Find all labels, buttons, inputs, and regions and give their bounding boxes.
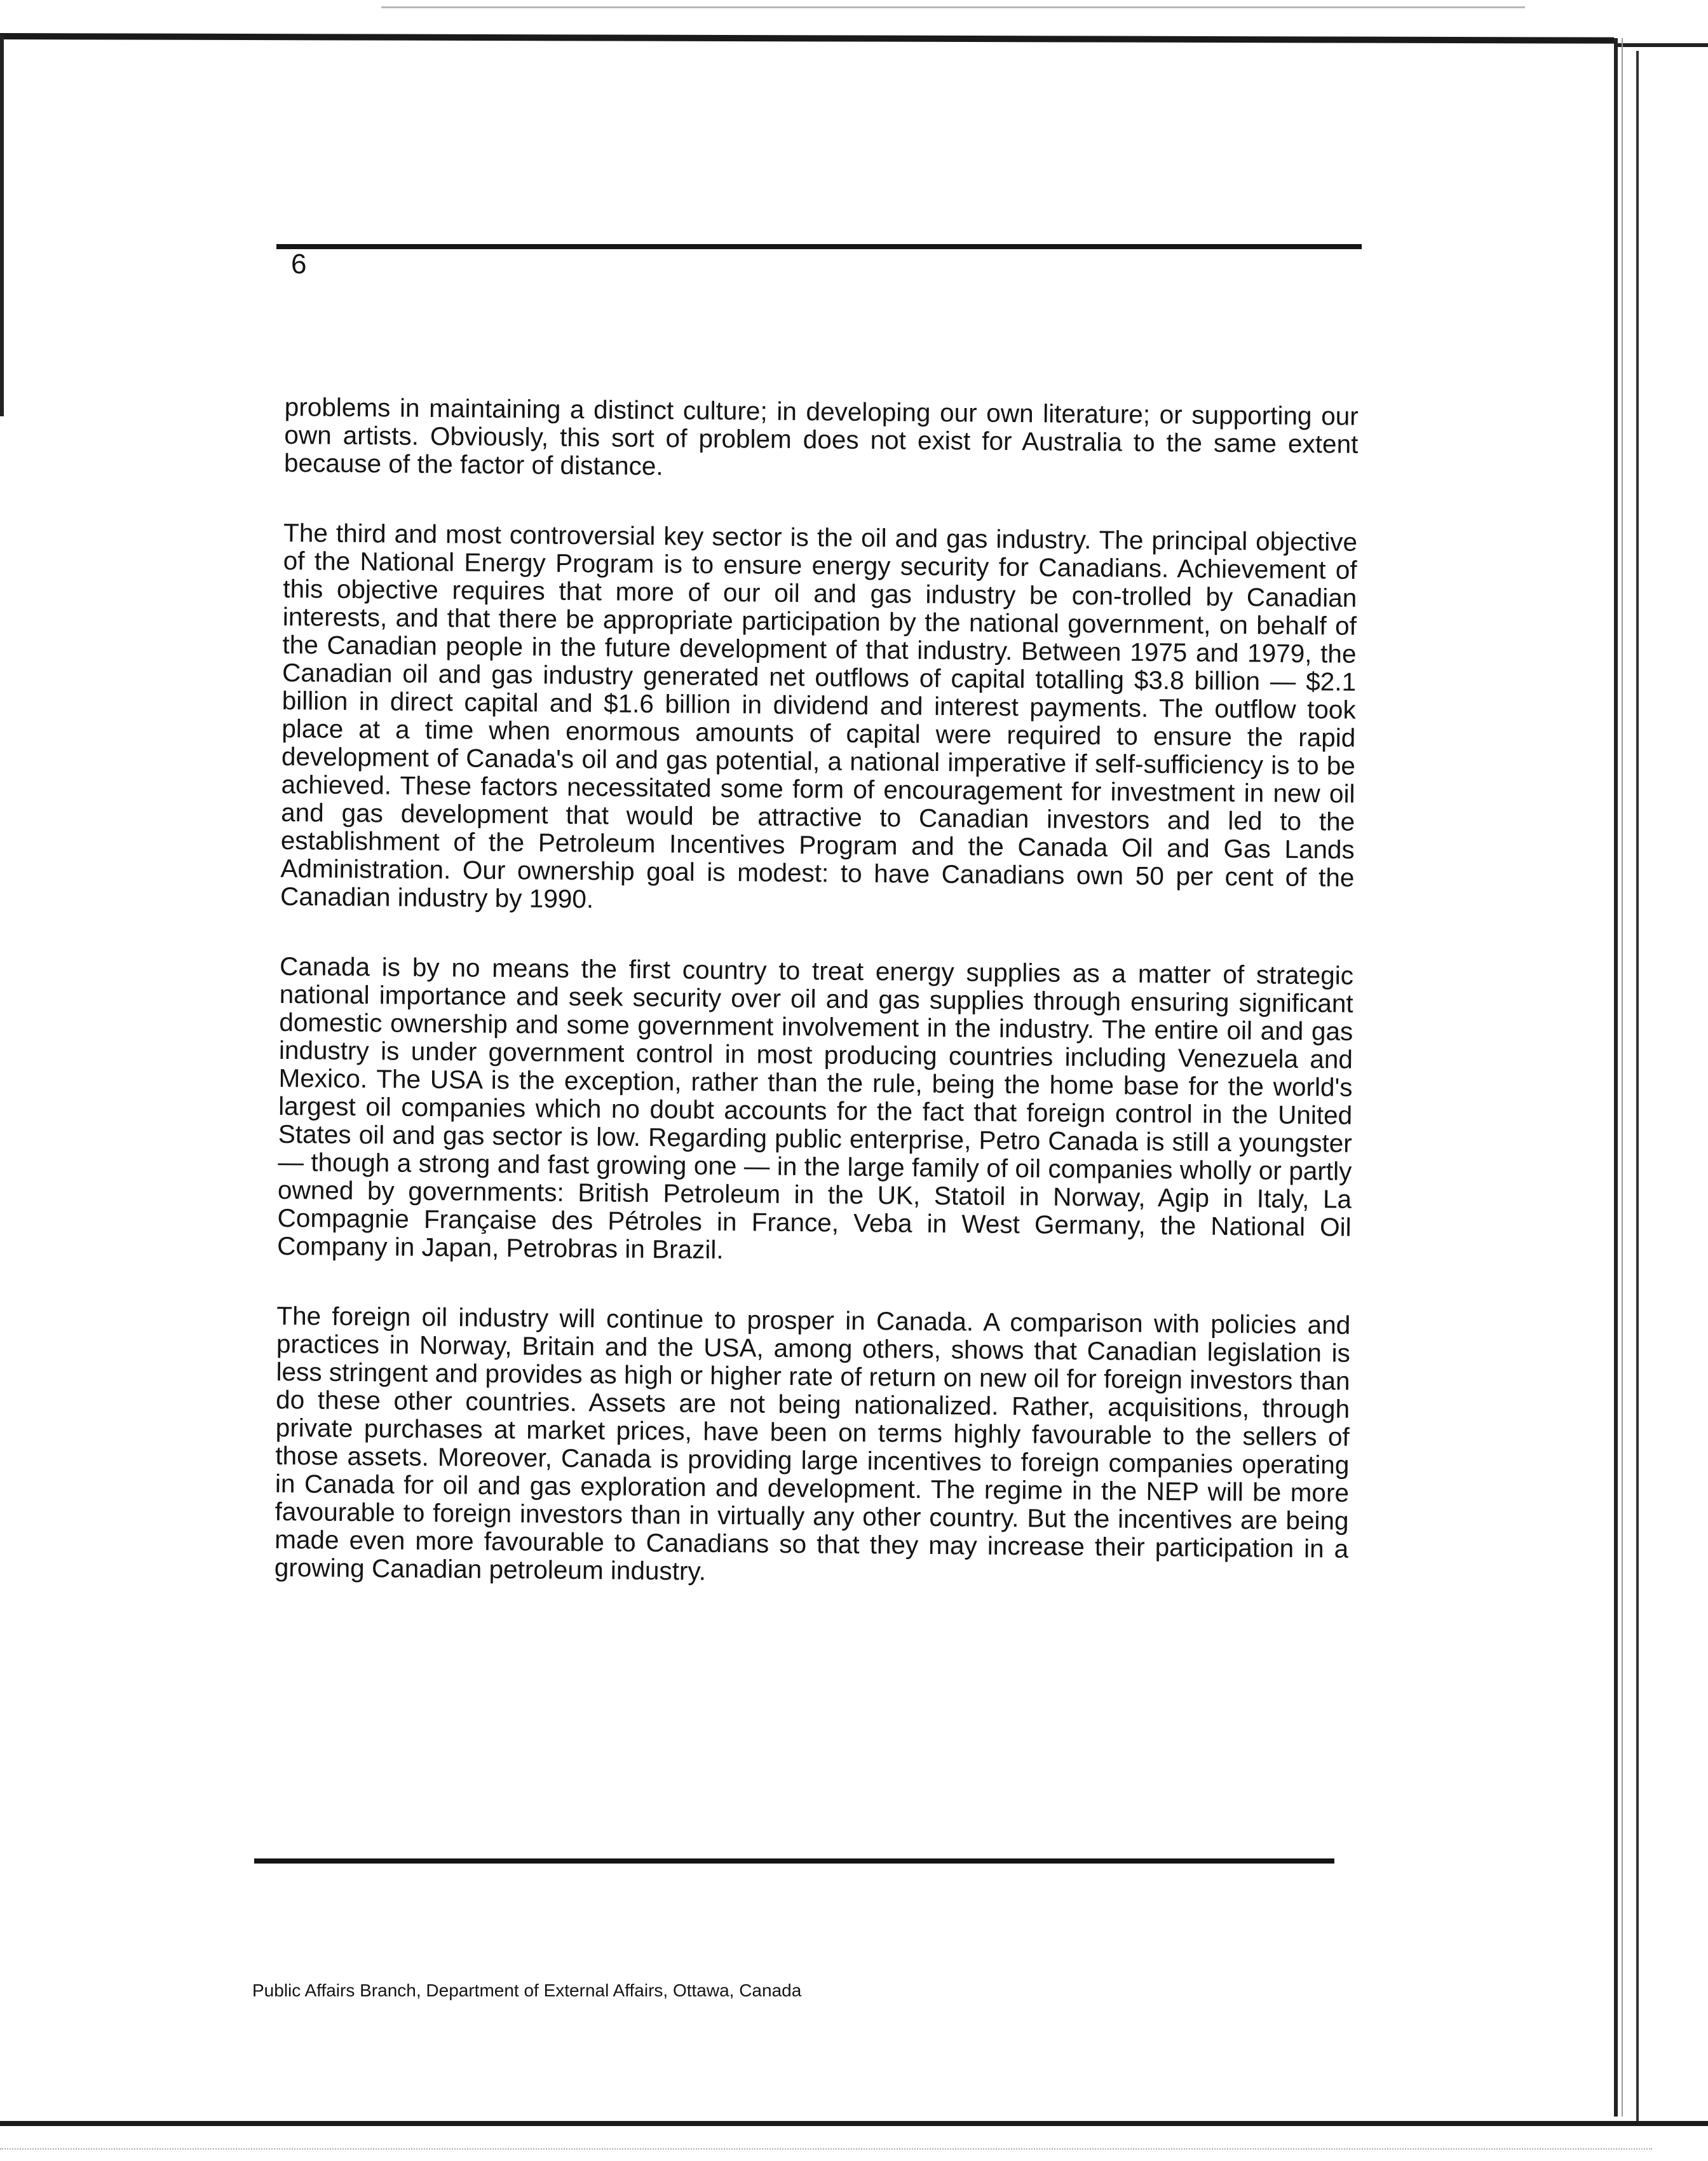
footer-rule <box>254 1858 1334 1864</box>
paragraph-oil-gas-sector: The third and most controversial key sector is the oil and gas industry. The principal objective of the National Energy Program is to ensure energy security for Canadians. Achievement of this objective requires that more of our oil and gas industry be con-trolled by Canadian interests, and that there be appropriate participation by the national government, on behalf of the Canadian people in the future development of that industry. Between 1975 and 1979, the Canadian oil and gas industry generated net outflows of capital totalling $3.8 billion — $2.1 billion in direct capital and $1.6 billion in dividend and interest payments. The outflow took place at a time when enormous amounts of capital were required to ensure the rapid development of Canada's oil and gas potential, a national imperative if self-sufficiency is to be achieved. These factors necessitated some form of encouragement for investment in new oil and gas development that would be attractive to Canadian investors and led to the establishment of the Petroleum Incentives Program and the Canada Oil and Gas Lands Administration. Our ownership goal is modest: to have Canadians own 50 per cent of the Canadian industry by 1990. <box>280 517 1358 914</box>
binding-edge-right <box>1614 38 1623 2117</box>
scan-artifact-top-faint <box>381 6 1525 8</box>
scan-artifact-bottom-faint <box>0 2148 1652 2151</box>
paragraph-culture: problems in maintaining a distinct culture; in developing our own literature; or supporting our own artists. Obviously, this sort of problem does not exist for Australia to the same extent because of the factor of distance. <box>283 392 1359 481</box>
page-number: 6 <box>291 249 307 280</box>
document-body <box>274 393 1359 1633</box>
scan-edge-top-right <box>1617 43 1708 47</box>
scan-edge-left <box>0 35 4 416</box>
scan-edge-top <box>0 33 1614 44</box>
binding-edge-right-inner <box>1636 51 1641 2123</box>
paragraph-foreign-oil-industry: The foreign oil industry will continue to prosper in Canada. A comparison with policies and practices in Norway, Britain and the USA, among others, shows that Canadian legislation is less stringent and provides as high or higher rate of return on new oil for foreign investors than do these other countries. Assets are not being nationalized. Rather, acquisitions, through private purchases at market prices, have been on terms highly favourable to the sellers of those assets. Moreover, Canada is providing large incentives to foreign companies operating in Canada for oil and gas exploration and development. The regime in the NEP will be more favourable to foreign investors than in virtually any other country. But the incentives are being made even more favourable to Canadians so that they may increase their participation in a growing Canadian petroleum industry. <box>274 1300 1351 1586</box>
footer-publisher: Public Affairs Branch, Department of External Affairs, Ottawa, Canada <box>252 1980 802 2000</box>
scan-edge-bottom <box>0 2121 1708 2126</box>
header-rule <box>276 244 1362 249</box>
paragraph-energy-security: Canada is by no means the first country to treat energy supplies as a matter of strategic national importance and seek security over oil and gas supplies through ensuring significant domestic ownership and some government involvement in the industry. The entire oil and gas industry is under government control in most producing countries including Venezuela and Mexico. The USA is the exception, rather than the rule, being the home base for the world's largest oil companies which no doubt accounts for the fact that foreign control in the United States oil and gas sector is low. Regarding public enterprise, Petro Canada is still a youngster — though a strong and fast growing one — in the large family of oil companies wholly or partly owned by governments: British Petroleum in the UK, Statoil in Norway, Agip in Italy, La Compagnie Française des Pétroles in France, Veba in West Germany, the National Oil Company in Japan, Petrobras in Brazil. <box>277 951 1354 1265</box>
